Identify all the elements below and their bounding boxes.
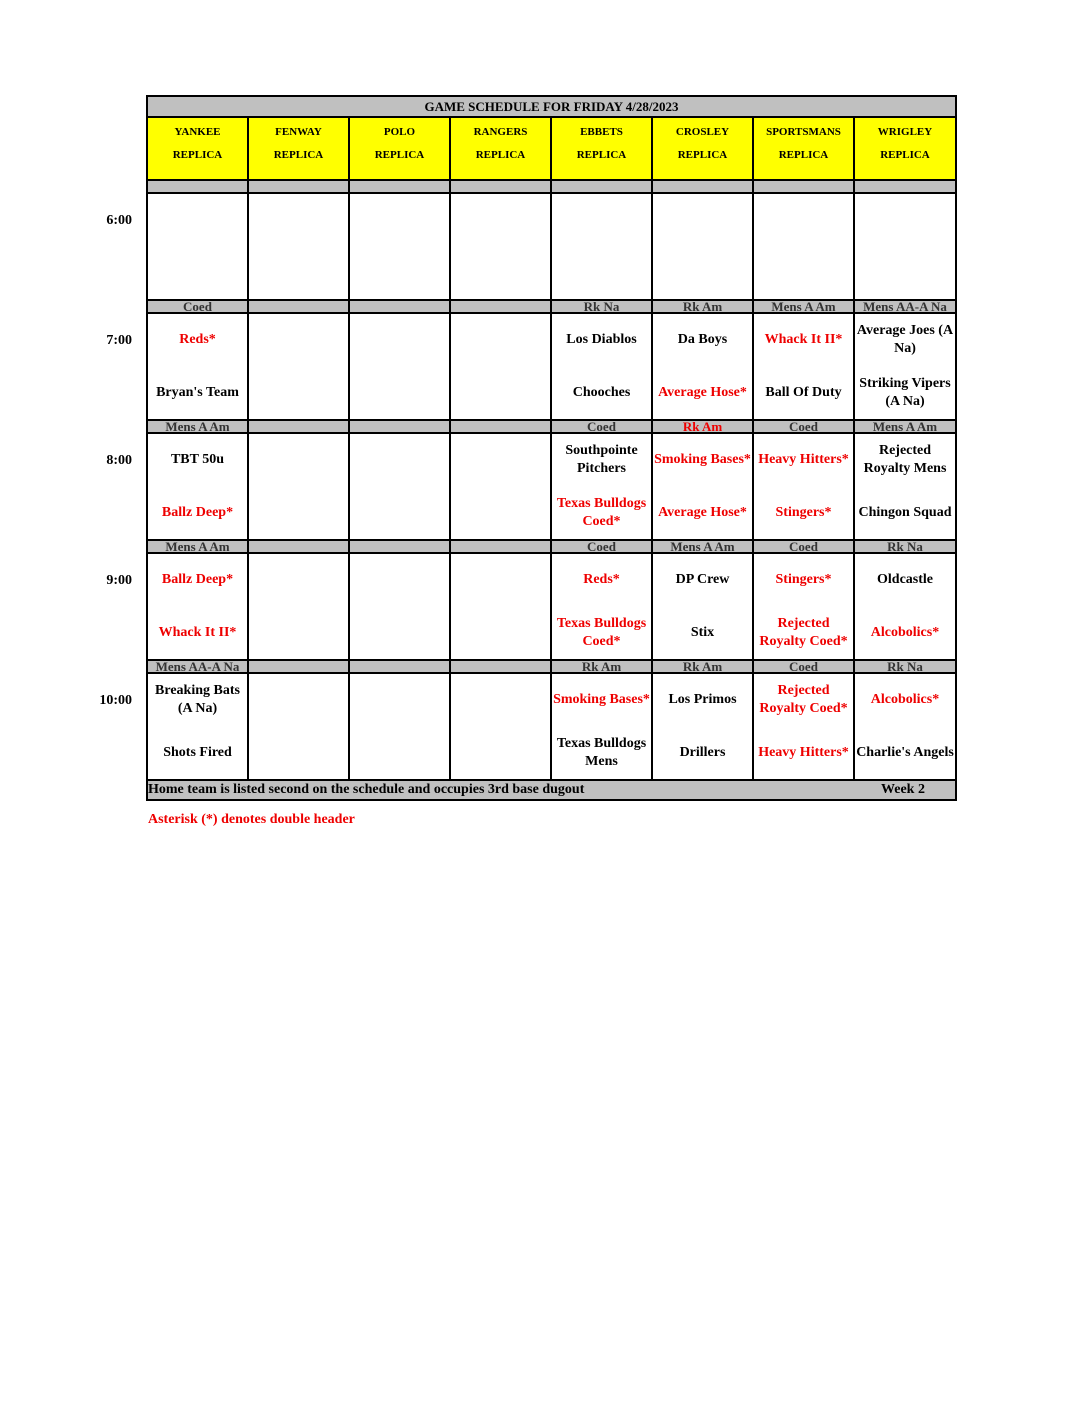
- division-label: Rk Am: [552, 659, 653, 674]
- field-name: EBBETS: [580, 126, 623, 138]
- division-label: [249, 539, 350, 554]
- division-label: Coed: [552, 539, 653, 554]
- field-sub: REPLICA: [374, 149, 425, 161]
- division-label: Coed: [754, 659, 855, 674]
- away-team: Reds*: [179, 332, 216, 347]
- division-label: Rk Am: [653, 419, 754, 434]
- game-cell: [451, 314, 552, 419]
- field-sub: REPLICA: [576, 149, 627, 161]
- game-cell: [754, 674, 855, 779]
- game-cell: [451, 554, 552, 659]
- field-header: [855, 118, 955, 179]
- footer-note: Home team is listed second on the schedule and occupies 3rd base dugout: [148, 782, 585, 797]
- field-name: YANKEE: [174, 126, 221, 138]
- field-name: CROSLEY: [675, 126, 730, 138]
- home-team: Charlie's Angels: [856, 745, 954, 760]
- game-cell: [552, 674, 653, 779]
- division-label: [249, 419, 350, 434]
- division-label: Mens AA-A Na: [855, 299, 955, 314]
- field-header: [148, 118, 249, 179]
- game-cell: [855, 674, 955, 779]
- division-label: [552, 179, 653, 194]
- game-cell: [350, 674, 451, 779]
- division-label: Mens A Am: [148, 419, 249, 434]
- home-team: Whack It II*: [158, 625, 237, 640]
- time-label: 8:00: [106, 453, 132, 468]
- division-label: Rk Na: [855, 539, 955, 554]
- field-sub: REPLICA: [677, 149, 728, 161]
- division-label: Coed: [754, 539, 855, 554]
- division-label: [653, 179, 754, 194]
- game-cell: [754, 194, 855, 299]
- game-cell: [148, 194, 249, 299]
- home-team: Rejected Royalty Coed*: [759, 616, 848, 649]
- away-team: Stingers*: [775, 572, 832, 587]
- division-label: Mens AA-A Na: [148, 659, 249, 674]
- game-cell: [653, 434, 754, 539]
- home-team: Stingers*: [775, 505, 832, 520]
- division-label: Rk Am: [653, 299, 754, 314]
- division-label: Mens A Am: [754, 299, 855, 314]
- game-cell: [249, 434, 350, 539]
- field-header: [451, 118, 552, 179]
- game-cell: [350, 194, 451, 299]
- division-label: Coed: [754, 419, 855, 434]
- home-team: Average Hose*: [658, 385, 747, 400]
- away-team: Average Joes (A Na): [856, 323, 954, 356]
- time-label: 9:00: [106, 573, 132, 588]
- home-team: Chooches: [572, 385, 631, 400]
- game-cell: [754, 314, 855, 419]
- division-label: Rk Na: [855, 659, 955, 674]
- away-team: Reds*: [583, 572, 620, 587]
- away-team: Oldcastle: [877, 572, 933, 587]
- home-team: Striking Vipers (A Na): [859, 376, 951, 409]
- home-team: Drillers: [679, 745, 726, 760]
- home-team: Bryan's Team: [156, 385, 239, 400]
- field-header: [350, 118, 451, 179]
- division-label: [148, 179, 249, 194]
- field-sub: REPLICA: [778, 149, 829, 161]
- home-team: Texas Bulldogs Mens: [556, 736, 647, 769]
- time-label: 7:00: [106, 333, 132, 348]
- field-name: POLO: [383, 126, 416, 138]
- home-team: Heavy Hitters*: [758, 745, 849, 760]
- home-team: Stix: [690, 625, 715, 640]
- game-cell: [754, 554, 855, 659]
- division-label: [754, 179, 855, 194]
- home-team: Alcobolics*: [870, 625, 940, 640]
- division-label: Mens A Am: [653, 539, 754, 554]
- away-team: Los Diablos: [566, 332, 637, 347]
- division-label: [249, 299, 350, 314]
- division-label: [249, 659, 350, 674]
- division-label: [451, 179, 552, 194]
- field-sub: REPLICA: [880, 149, 930, 161]
- game-cell: [653, 554, 754, 659]
- game-cell: [451, 434, 552, 539]
- division-label: [451, 659, 552, 674]
- home-team: Texas Bulldogs Coed*: [556, 616, 647, 649]
- home-team: Texas Bulldogs Coed*: [556, 496, 647, 529]
- game-cell: [249, 194, 350, 299]
- game-cell: [855, 314, 955, 419]
- game-cell: [855, 434, 955, 539]
- field-sub: REPLICA: [475, 149, 526, 161]
- division-label: Mens A Am: [148, 539, 249, 554]
- away-team: Ballz Deep*: [161, 572, 234, 587]
- game-cell: [653, 674, 754, 779]
- away-team: Rejected Royalty Coed*: [759, 683, 848, 716]
- game-cell: [653, 194, 754, 299]
- game-cell: [552, 314, 653, 419]
- game-cell: [148, 554, 249, 659]
- home-team: Chingon Squad: [858, 505, 952, 520]
- game-cell: [148, 674, 249, 779]
- division-label: [350, 659, 451, 674]
- field-header: [552, 118, 653, 179]
- game-cell: [552, 194, 653, 299]
- field-header: [754, 118, 855, 179]
- home-team: Shots Fired: [163, 745, 232, 760]
- division-label: [451, 419, 552, 434]
- game-cell: [249, 674, 350, 779]
- division-label: Coed: [552, 419, 653, 434]
- field-name: FENWAY: [275, 126, 322, 138]
- division-label: Rk Am: [653, 659, 754, 674]
- away-team: Smoking Bases*: [654, 452, 751, 467]
- field-sub: REPLICA: [273, 149, 324, 161]
- game-cell: [451, 674, 552, 779]
- game-cell: [350, 314, 451, 419]
- game-cell: [249, 314, 350, 419]
- division-label: Mens A Am: [855, 419, 955, 434]
- game-cell: [148, 314, 249, 419]
- schedule-footer: [148, 779, 955, 799]
- division-label: [855, 179, 955, 194]
- away-team: Los Primos: [668, 692, 737, 707]
- game-cell: [552, 434, 653, 539]
- field-name: WRIGLEY: [877, 126, 933, 138]
- away-team: Whack It II*: [764, 332, 843, 347]
- time-label: 10:00: [99, 693, 132, 708]
- home-team: Ball Of Duty: [765, 385, 842, 400]
- game-cell: [552, 554, 653, 659]
- field-name: SPORTSMANS: [766, 126, 841, 138]
- away-team: Smoking Bases*: [553, 692, 650, 707]
- division-label: [350, 299, 451, 314]
- division-label: [350, 419, 451, 434]
- home-team: Average Hose*: [658, 505, 747, 520]
- division-label: [249, 179, 350, 194]
- game-cell: [855, 194, 955, 299]
- away-team: TBT 50u: [170, 452, 225, 467]
- field-header: [653, 118, 754, 179]
- schedule-title: GAME SCHEDULE FOR FRIDAY 4/28/2023: [148, 97, 955, 118]
- away-team: Heavy Hitters*: [758, 452, 849, 467]
- game-cell: [350, 554, 451, 659]
- division-label: [350, 179, 451, 194]
- away-team: Rejected Royalty Mens: [863, 443, 947, 476]
- away-team: Alcobolics*: [870, 692, 940, 707]
- game-cell: [653, 314, 754, 419]
- field-header: [249, 118, 350, 179]
- game-cell: [350, 434, 451, 539]
- away-team: Breaking Bats (A Na): [155, 683, 240, 716]
- division-label: [451, 299, 552, 314]
- division-label: [451, 539, 552, 554]
- time-label: 6:00: [106, 213, 132, 228]
- game-cell: [855, 554, 955, 659]
- away-team: Da Boys: [677, 332, 728, 347]
- division-label: Rk Na: [552, 299, 653, 314]
- double-header-note: Asterisk (*) denotes double header: [148, 812, 355, 827]
- field-name: RANGERS: [473, 126, 528, 138]
- game-cell: [451, 194, 552, 299]
- game-cell: [754, 434, 855, 539]
- field-sub: REPLICA: [172, 149, 223, 161]
- home-team: Ballz Deep*: [161, 505, 234, 520]
- away-team: Southpointe Pitchers: [565, 443, 638, 476]
- division-label: [350, 539, 451, 554]
- away-team: DP Crew: [675, 572, 730, 587]
- division-label: Coed: [148, 299, 249, 314]
- game-cell: [148, 434, 249, 539]
- game-cell: [249, 554, 350, 659]
- week-label: Week 2: [881, 782, 925, 797]
